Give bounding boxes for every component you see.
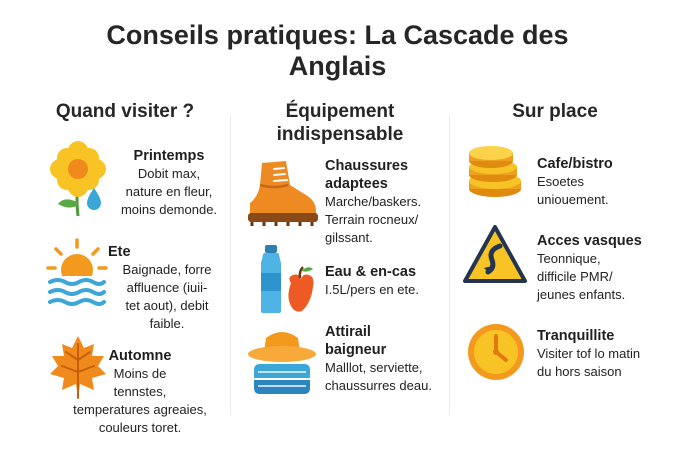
onsite-item-access <box>537 232 662 304</box>
clock-icon <box>466 322 526 382</box>
when-item-line: temperatures agreaies, <box>73 402 207 417</box>
when-item-title: Printemps <box>133 148 205 164</box>
gear-item-line: gilssant. <box>325 230 373 245</box>
gear-item-line: Malllot, serviette, <box>325 360 423 375</box>
when-item-autumn <box>60 347 220 437</box>
when-item-title: Ete <box>108 244 131 260</box>
when-item-spring <box>110 147 228 219</box>
onsite-item-line: du hors saison <box>537 364 622 379</box>
gear-item-water <box>325 263 445 299</box>
onsite-item-title: Tranquillite <box>537 328 615 344</box>
gear-item-title: adaptees <box>325 176 388 192</box>
gear-item-title: Chaussures <box>325 158 409 174</box>
coins-icon <box>463 143 527 201</box>
title-line-1: Conseils pratiques: La Cascade des <box>106 20 569 50</box>
gear-item-title: baigneur <box>325 342 387 358</box>
when-item-line: moins demonde. <box>120 202 218 217</box>
when-item-line: Moins de <box>113 366 167 381</box>
when-item-title: Automne <box>108 348 172 364</box>
when-item-line: Baignade, forre <box>122 262 212 277</box>
column-heading-onsite: Sur place <box>512 101 598 122</box>
onsite-item-line: Teonnique, <box>537 251 601 266</box>
gear-item-shoes <box>325 157 445 247</box>
gear-item-title: Eau & en-cas <box>325 264 417 280</box>
page-title <box>0 20 675 82</box>
onsite-item-title: Acces vasques <box>537 233 642 249</box>
onsite-item-line: jeunes enfants. <box>537 287 626 302</box>
gear-item-swim <box>325 323 445 395</box>
when-item-line: tennstes, <box>113 384 167 399</box>
water-bottle-apple-icon <box>255 243 319 315</box>
onsite-item-title: Cafe/bistro <box>537 156 613 172</box>
onsite-item-cafe <box>537 155 662 209</box>
column-divider <box>230 115 231 415</box>
gear-item-line: Terrain rocneux/ <box>325 212 419 227</box>
flower-icon <box>48 140 108 218</box>
when-item-line: affluence (iuii- <box>126 280 208 295</box>
onsite-item-line: Visiter tof lo matin <box>537 346 641 361</box>
when-item-line: couleurs toret. <box>98 420 182 435</box>
hat-towel-icon <box>244 326 320 398</box>
title-line-2: Anglais <box>288 51 387 81</box>
gear-heading-line-2: indispensable <box>276 124 404 145</box>
gear-item-line: chaussurres deau. <box>325 378 432 393</box>
sun-waves-icon <box>46 238 108 314</box>
column-heading-when: Quand visiter ? <box>55 101 195 122</box>
onsite-item-quiet <box>537 327 662 381</box>
column-divider <box>449 115 450 415</box>
hiking-boot-icon <box>244 155 320 231</box>
gear-item-line: Marche/baskers. <box>325 194 422 209</box>
when-item-summer <box>108 243 226 333</box>
onsite-item-line: uniouement. <box>537 192 609 207</box>
when-item-line: faible. <box>149 316 185 331</box>
onsite-item-line: Esoetes <box>537 174 584 189</box>
gear-item-line: I.5L/pers en ete. <box>325 282 419 297</box>
column-heading-gear <box>240 100 440 146</box>
warning-sign-icon <box>462 224 528 286</box>
when-item-line: Dobit max, <box>137 166 201 181</box>
onsite-item-line: difficile PMR/ <box>537 269 613 284</box>
when-item-line: nature en fleur, <box>125 184 213 199</box>
gear-item-title: Attirail <box>325 324 371 340</box>
when-item-line: tet aout), debit <box>125 298 209 313</box>
gear-heading-line-1: Équipement <box>285 101 395 122</box>
